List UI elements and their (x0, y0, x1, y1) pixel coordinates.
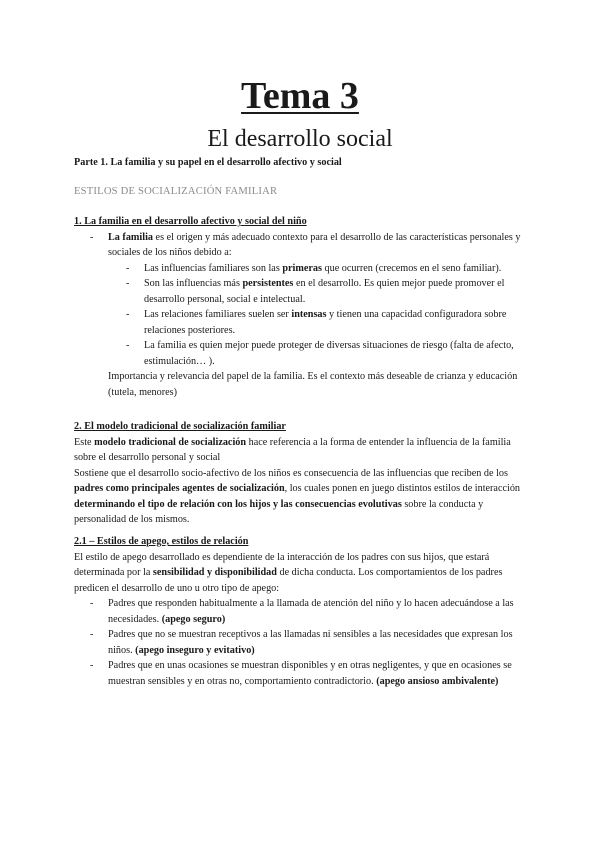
bold-term: La familia (108, 231, 153, 243)
list-text: Son las influencias más (144, 278, 243, 289)
section-family-role (74, 214, 534, 400)
section-heading: 2.1 – Estilos de apego, estilos de relación (74, 536, 249, 547)
paragraph (74, 466, 534, 528)
paragraph (74, 550, 534, 597)
list-text: es el origen y más adecuado contexto para el desarrollo de las características personales y sociales de los niños debido a: (108, 231, 521, 258)
text: El estilo de apego desarrollado es dependiente de la interacción de los padres con sus hijos, que estará determinada por la (74, 551, 490, 578)
sub-list-item (108, 276, 534, 307)
text: hace referencia a la forma de entender la influencia de la familia sobre el desarrollo personal y social (74, 436, 511, 463)
bold-term: sensibilidad y disponibilidad (152, 567, 277, 578)
section-heading: 2. El modelo tradicional de socialización familiar (74, 421, 286, 432)
list-item (74, 596, 534, 627)
document-subtitle: El desarrollo social (207, 126, 393, 152)
list-text: Las relaciones familiares suelen ser (144, 309, 292, 320)
list-text: y tienen una capacidad configuradora sobre relaciones posteriores. (144, 309, 507, 336)
sub-list-item (108, 338, 534, 369)
sub-list-item (108, 261, 534, 277)
list-text: que ocurren (crecemos en el seno familiar). (321, 262, 502, 274)
bold-term: modelo tradicional de socialización (94, 436, 247, 448)
text: sobre la conducta y personalidad de los mismos. (74, 498, 484, 525)
bold-term: primeras (282, 262, 322, 274)
bold-term: (apego ansioso ambivalente) (376, 675, 499, 687)
section-heading: 1. La familia en el desarrollo afectivo y social del niño (74, 216, 307, 227)
text: Este (74, 436, 95, 448)
bullet-list (74, 230, 534, 401)
list-item (74, 230, 534, 401)
text: , los cuales ponen en juego distintos estilos de interacción (284, 483, 521, 494)
bold-term: persistentes (242, 278, 294, 289)
list-item (74, 658, 534, 689)
text: Sostiene que el desarrollo socio-afectivo de los niños es consecuencia de las influencias que reciben de los (74, 467, 508, 479)
bold-term: padres como principales agentes de socialización (74, 483, 285, 494)
bold-term: determinando el tipo de relación con los hijos y las consecuencias evolutivas (74, 498, 402, 510)
bold-term: intensas (291, 309, 327, 320)
list-text: Padres que responden habitualmente a la llamada de atención del niño y lo hacen adecuándose a las necesidades. (108, 598, 514, 625)
paragraph: Importancia y relevancia del papel de la familia. Es el contexto más deseable de crianza y educación (tutela, menores) (108, 371, 518, 398)
sub-list-item (108, 307, 534, 338)
list-text: Las influencias familiares son las (144, 262, 283, 274)
list-text: Padres que no se muestran receptivos a las llamadas ni sensibles a las necesidades que expresan los niños. (108, 629, 513, 656)
list-text: Padres que en unas ocasiones se muestran disponibles y en otras negligentes, y que en ocasiones se muestran sensibles y en otras no, comportamiento contradictorio. (108, 660, 512, 687)
list-text: La familia es quien mejor puede proteger de diversas situaciones de riesgo (falta de afecto, estimulación… ). (144, 340, 514, 367)
bullet-list (74, 596, 534, 689)
bold-term: (apego seguro) (161, 613, 226, 625)
part-heading: Parte 1. La familia y su papel en el desarrollo afectivo y social (74, 157, 342, 168)
section-traditional-model (74, 419, 534, 528)
list-text: en el desarrollo. Es quien mejor puede promover el desarrollo personal, social e intelectual. (144, 278, 505, 305)
list-item (74, 627, 534, 658)
document-title: Tema 3 (241, 75, 359, 117)
sub-list (108, 261, 534, 370)
section-label: ESTILOS DE SOCIALIZACIÓN FAMILIAR (74, 186, 278, 197)
paragraph (74, 435, 534, 466)
section-attachment-styles (74, 534, 534, 689)
bold-term: (apego inseguro y evitativo) (135, 644, 255, 656)
text: de dicha conducta. Los comportamientos de los padres predicen el desarrollo de uno u otro tipo de apego: (74, 567, 503, 594)
